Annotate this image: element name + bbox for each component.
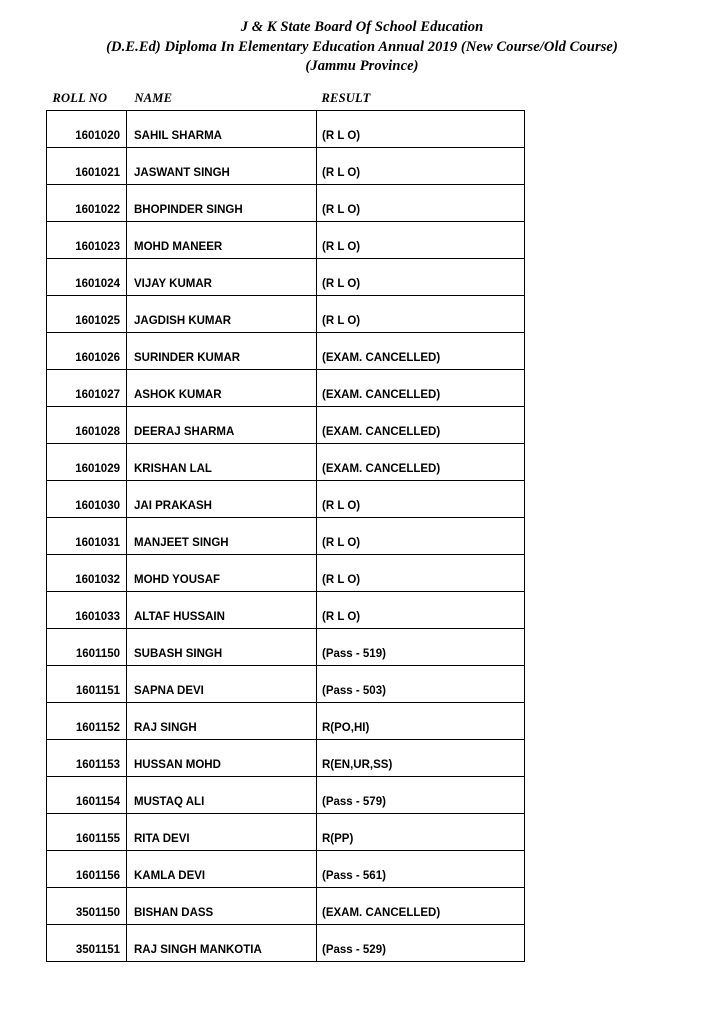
- cell-roll-no: 3501150: [47, 887, 127, 924]
- cell-result: (Pass - 561): [317, 850, 525, 887]
- cell-result: (Pass - 519): [317, 628, 525, 665]
- table-row: [47, 739, 525, 776]
- cell-result: (EXAM. CANCELLED): [317, 887, 525, 924]
- cell-roll-no: 1601030: [47, 480, 127, 517]
- column-header-name: NAME: [134, 90, 173, 105]
- cell-result: R(PO,HI): [317, 702, 525, 739]
- cell-roll-no: 1601029: [47, 443, 127, 480]
- cell-name: KAMLA DEVI: [127, 850, 317, 887]
- cell-roll-no: 1601032: [47, 554, 127, 591]
- cell-roll-no: 1601026: [47, 332, 127, 369]
- cell-result: (R L O): [317, 591, 525, 628]
- results-table-container: [0, 91, 724, 962]
- table-row: [47, 369, 525, 406]
- cell-result: (EXAM. CANCELLED): [317, 332, 525, 369]
- cell-name: DEERAJ SHARMA: [127, 406, 317, 443]
- table-row: [47, 147, 525, 184]
- table-row: [47, 776, 525, 813]
- cell-roll-no: 1601153: [47, 739, 127, 776]
- table-row: [47, 887, 525, 924]
- cell-roll-no: 1601020: [47, 110, 127, 147]
- cell-roll-no: 1601150: [47, 628, 127, 665]
- cell-roll-no: 1601156: [47, 850, 127, 887]
- cell-name: JAGDISH KUMAR: [127, 295, 317, 332]
- table-row: [47, 850, 525, 887]
- cell-name: BHOPINDER SINGH: [127, 184, 317, 221]
- cell-name: VIJAY KUMAR: [127, 258, 317, 295]
- cell-name: RAJ SINGH MANKOTIA: [127, 924, 317, 961]
- cell-roll-no: 1601021: [47, 147, 127, 184]
- table-row: [47, 628, 525, 665]
- cell-result: (R L O): [317, 110, 525, 147]
- table-row: [47, 480, 525, 517]
- cell-name: RAJ SINGH: [127, 702, 317, 739]
- table-header-row: [47, 91, 525, 111]
- cell-name: SAHIL SHARMA: [127, 110, 317, 147]
- cell-result: (EXAM. CANCELLED): [317, 369, 525, 406]
- cell-result: (R L O): [317, 258, 525, 295]
- cell-roll-no: 1601152: [47, 702, 127, 739]
- cell-roll-no: 1601033: [47, 591, 127, 628]
- cell-roll-no: 1601154: [47, 776, 127, 813]
- document-header: [0, 18, 724, 77]
- table-row: [47, 665, 525, 702]
- table-row: [47, 702, 525, 739]
- cell-result: (R L O): [317, 221, 525, 258]
- province-title: (Jammu Province): [305, 58, 419, 75]
- cell-name: MANJEET SINGH: [127, 517, 317, 554]
- cell-name: BISHAN DASS: [127, 887, 317, 924]
- cell-name: HUSSAN MOHD: [127, 739, 317, 776]
- cell-result: (R L O): [317, 554, 525, 591]
- cell-name: SAPNA DEVI: [127, 665, 317, 702]
- table-row: [47, 554, 525, 591]
- table-row: [47, 295, 525, 332]
- table-row: [47, 332, 525, 369]
- cell-name: JAI PRAKASH: [127, 480, 317, 517]
- cell-result: (Pass - 503): [317, 665, 525, 702]
- cell-roll-no: 1601023: [47, 221, 127, 258]
- table-row: [47, 406, 525, 443]
- cell-name: ALTAF HUSSAIN: [127, 591, 317, 628]
- cell-roll-no: 1601155: [47, 813, 127, 850]
- cell-result: (EXAM. CANCELLED): [317, 406, 525, 443]
- cell-name: MOHD YOUSAF: [127, 554, 317, 591]
- cell-roll-no: 1601151: [47, 665, 127, 702]
- table-row: [47, 184, 525, 221]
- cell-roll-no: 1601022: [47, 184, 127, 221]
- cell-roll-no: 1601025: [47, 295, 127, 332]
- table-row: [47, 443, 525, 480]
- results-table-body: [47, 110, 525, 961]
- column-header-roll-no: ROLL NO: [52, 90, 108, 105]
- cell-name: SURINDER KUMAR: [127, 332, 317, 369]
- results-table: [46, 91, 525, 962]
- cell-roll-no: 3501151: [47, 924, 127, 961]
- cell-result: (R L O): [317, 295, 525, 332]
- table-row: [47, 591, 525, 628]
- cell-result: (Pass - 579): [317, 776, 525, 813]
- cell-roll-no: 1601024: [47, 258, 127, 295]
- table-row: [47, 517, 525, 554]
- cell-name: RITA DEVI: [127, 813, 317, 850]
- cell-result: (R L O): [317, 184, 525, 221]
- cell-name: SUBASH SINGH: [127, 628, 317, 665]
- cell-name: MUSTAQ ALI: [127, 776, 317, 813]
- cell-result: R(PP): [317, 813, 525, 850]
- exam-title: (D.E.Ed) Diploma In Elementary Education Annual 2019 (New Course/Old Course): [106, 38, 618, 55]
- table-row: [47, 221, 525, 258]
- column-header-result: RESULT: [321, 90, 371, 105]
- table-row: [47, 924, 525, 961]
- table-row: [47, 110, 525, 147]
- cell-name: JASWANT SINGH: [127, 147, 317, 184]
- table-row: [47, 813, 525, 850]
- cell-name: KRISHAN LAL: [127, 443, 317, 480]
- cell-name: ASHOK KUMAR: [127, 369, 317, 406]
- board-title: J & K State Board Of School Education: [240, 19, 484, 35]
- cell-result: (Pass - 529): [317, 924, 525, 961]
- cell-name: MOHD MANEER: [127, 221, 317, 258]
- cell-result: R(EN,UR,SS): [317, 739, 525, 776]
- cell-result: (R L O): [317, 480, 525, 517]
- cell-result: (R L O): [317, 517, 525, 554]
- table-row: [47, 258, 525, 295]
- cell-roll-no: 1601027: [47, 369, 127, 406]
- cell-result: (R L O): [317, 147, 525, 184]
- cell-result: (EXAM. CANCELLED): [317, 443, 525, 480]
- cell-roll-no: 1601031: [47, 517, 127, 554]
- cell-roll-no: 1601028: [47, 406, 127, 443]
